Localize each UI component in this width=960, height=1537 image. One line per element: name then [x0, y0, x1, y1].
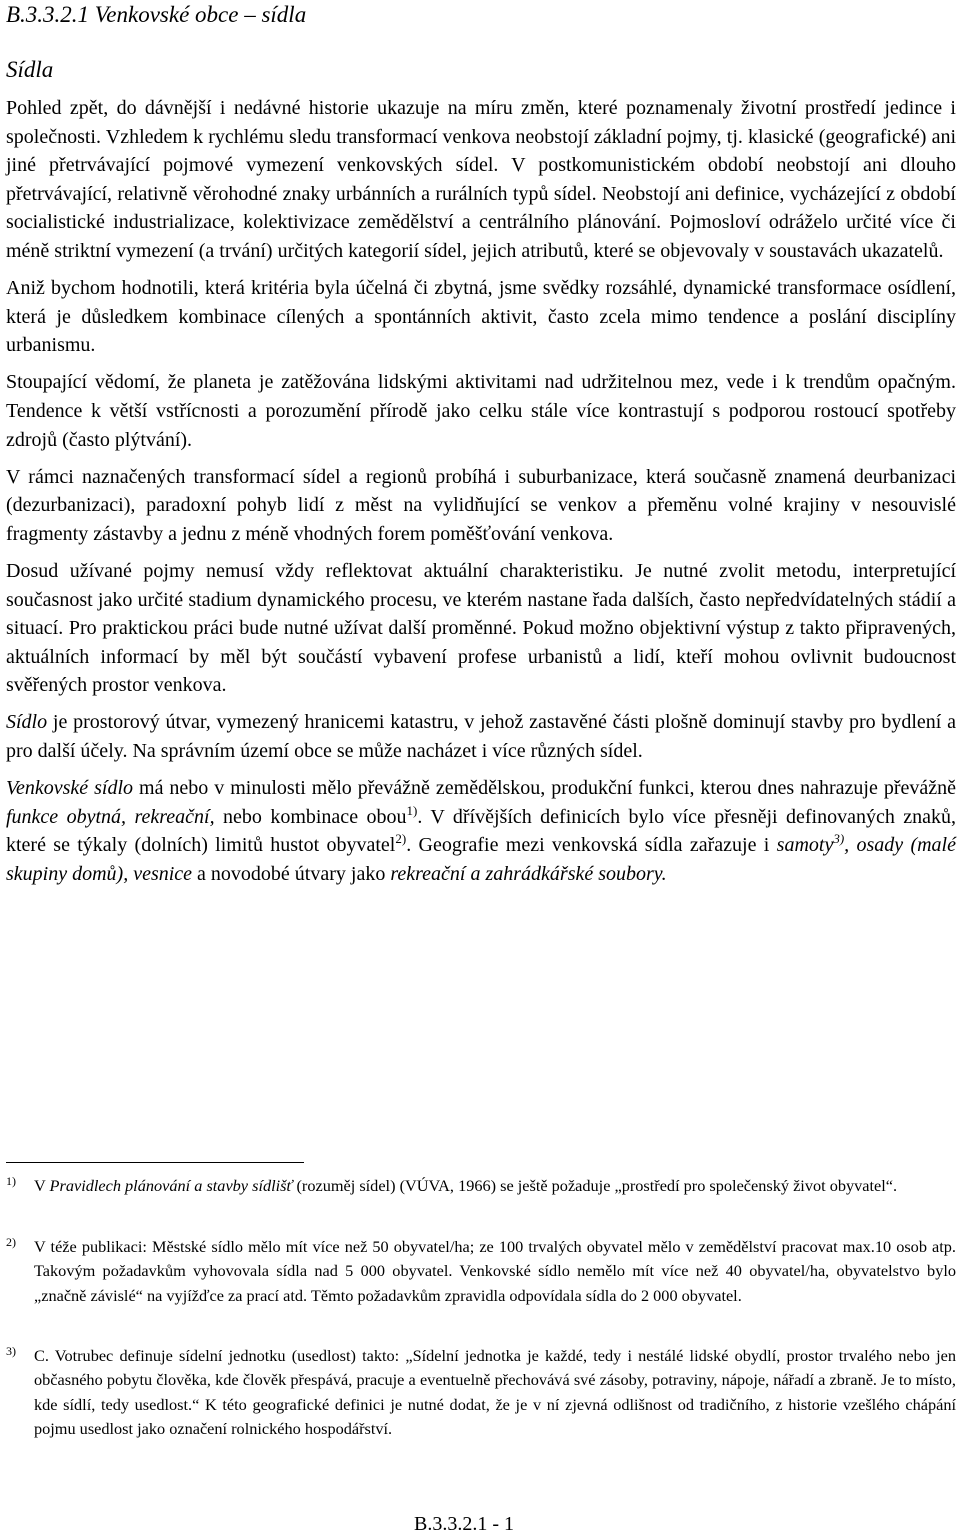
paragraph-4: V rámci naznačených transformací sídel a regionů probíhá i suburbanizace, která současně znamená deurbanizaci (dezurbanizaci), paradoxní pohyb lidí z měst na vylidňující se venkov a přeměnu volné krajiny v nesouvislé fragmenty zástavby a jednu z méně vhodných forem poměšťování venkova.: [6, 465, 956, 545]
footnote-separator: [6, 1162, 304, 1163]
paragraph-2: Aniž bychom hodnotili, která kritéria byla účelná či zbytná, jsme svědky rozsáhlé, dynamické transformace osídlení, která je důsledkem kombinace cílených a spontánních aktivit, často zcela mimo tendence a poslání disciplíny urbanismu.: [6, 277, 956, 357]
body-text: [6, 94, 956, 897]
footnote-1-text: [34, 1174, 956, 1198]
footnote-1-text-b: (rozuměj sídel) (VÚVA, 1966) se ještě požaduje „prostředí pro společenský život obyvatel“.: [292, 1176, 898, 1195]
footnote-1-mark: 1): [6, 1174, 16, 1188]
footnote-1: [6, 1174, 956, 1198]
footnote-2-text: V téže publikaci: Městské sídlo mělo mít více než 50 obyvatel/ha; ze 100 trvalých obyvatel mělo v zemědělství pracovat max.10 osob atp. Takovým požadavkům vyhovovala sídla nad 5 000 obyvatel. Venkovské sídlo nemělo mít více než 40 obyvatel/ha, obyvatelstvo bylo „značně závislé“ na vyjížďce za prací atd. Těmto požadavkům zpravidla odpovídala sídla do 2 000 obyvatel.: [34, 1237, 956, 1305]
footnote-ref-1[interactable]: 1): [406, 802, 418, 818]
paragraph-7: [6, 774, 956, 888]
footnote-2-mark: 2): [6, 1235, 16, 1249]
footnote-1-title: Pravidlech plánování a stavby sídlišť: [49, 1176, 293, 1195]
paragraph-6: [6, 708, 956, 765]
paragraph-1: Pohled zpět, do dávnější i nedávné historie ukazuje na míru změn, které poznamenaly životní prostředí jedince i společnosti. Vzhledem k rychlému sledu transformací venkova neobstojí základní pojmy, tj. klasické (geografické) ani jiné přetrvávající pojmové vymezení venkovských sídel. V postkomunistickém období neobstojí ani dlouho přetrvávající, relativně věrohodné znaky urbánních a rurálních typů sídel. Neobstojí ani definice, vycházející z období socialistické industrializace, kolektivizace zemědělství a centrálního plánování. Pojmosloví odráželo určité více či méně striktní vymezení (a trvání) určitých kategorií sídel, jejich atributů, které se objevovaly v soustavách ukazatelů.: [6, 97, 956, 262]
footnote-ref-2[interactable]: 2): [395, 831, 407, 847]
footnote-3-text: C. Votrubec definuje sídelní jednotku (usedlost) takto: „Sídelní jednotka je každé, tedy i nestálé lidské obydlí, prostor trvalého nebo jen občasného pobytu člověka, kde člověk přespává, pracuje a eventuelně přechovává své zásoby, potraviny, nápoje, nářadí a zbraně. Je to místo, kde sídlí, tedy usedlost.“ K této geografické definici je nutné dodat, že je v ní zjevná odlišnost od tradičního, z historie vzešlého chápání pojmu usedlost jako označení rolnického hospodářství.: [34, 1346, 956, 1438]
paragraph-7-emph-d: rekreační a zahrádkářské soubory.: [390, 862, 667, 885]
page-number: B.3.3.2.1 - 1: [414, 1513, 514, 1535]
paragraph-3: Stoupající vědomí, že planeta je zatěžována lidskými aktivitami nad udržitelnou mez, vede i k trendům opačným. Tendence k větší vstřícnosti a porozumění přírodě jako celku stále více kontrastují s podporou rostoucí spotřeby zdrojů (často plýtvání).: [6, 371, 956, 451]
footnote-ref-3[interactable]: 3): [833, 831, 845, 847]
footnote-2: [6, 1235, 956, 1308]
paragraph-7-emph-b: samoty: [776, 834, 834, 857]
term-venkovske-sidlo: Venkovské sídlo: [6, 777, 134, 800]
paragraph-5: Dosud užívané pojmy nemusí vždy reflektovat aktuální charakteristiku. Je nutné zvolit metodu, interpretující současnost jako určité stadium dynamického procesu, ve kterém nastane řada dalších, často nepředvídatelných stádií a situací. Pro praktickou práci bude nutné užívat další proměnné. Pokud možno objektivní výstup z takto připravených, aktuálních informací by měl být součástí vybavení profese urbanistů a lidí, kteří mohou ovlivnit budoucnost svěřených prostor venkova.: [6, 559, 956, 697]
paragraph-7-text-d: . Geografie mezi venkovská sídla zařazuje i: [406, 834, 777, 857]
paragraph-7-text-b: nebo kombinace obou: [214, 805, 407, 828]
paragraph-7-emph-a: funkce obytná, rekreační,: [6, 805, 215, 828]
footnote-1-text-a: V: [34, 1176, 50, 1195]
paragraph-7-text-e: a novodobé útvary jako: [192, 862, 391, 885]
subsection-title: Sídla: [6, 57, 54, 82]
paragraph-6-text: je prostorový útvar, vymezený hranicemi katastru, v jehož zastavěné části plošně dominují stavby pro bydlení a pro další účely. Na správním území obce se může nacházet i více různých sídel.: [6, 711, 956, 762]
footnote-3: [6, 1344, 956, 1441]
section-title: B.3.3.2.1 Venkovské obce – sídla: [6, 2, 307, 27]
footnote-3-mark: 3): [6, 1344, 16, 1358]
paragraph-7-emph-c: , osady (malé skupiny domů), vesnice: [6, 834, 956, 885]
paragraph-7-text-a: má nebo v minulosti mělo převážně zemědělskou, produkční funkci, kterou dnes nahrazuje převážně: [133, 777, 956, 800]
term-sidlo: Sídlo: [6, 711, 48, 734]
paragraph-7-text-c: . V dřívějších definicích bylo více přesněji definovaných znaků, které se týkaly (dolních) limitů hustot obyvatel: [6, 805, 956, 857]
